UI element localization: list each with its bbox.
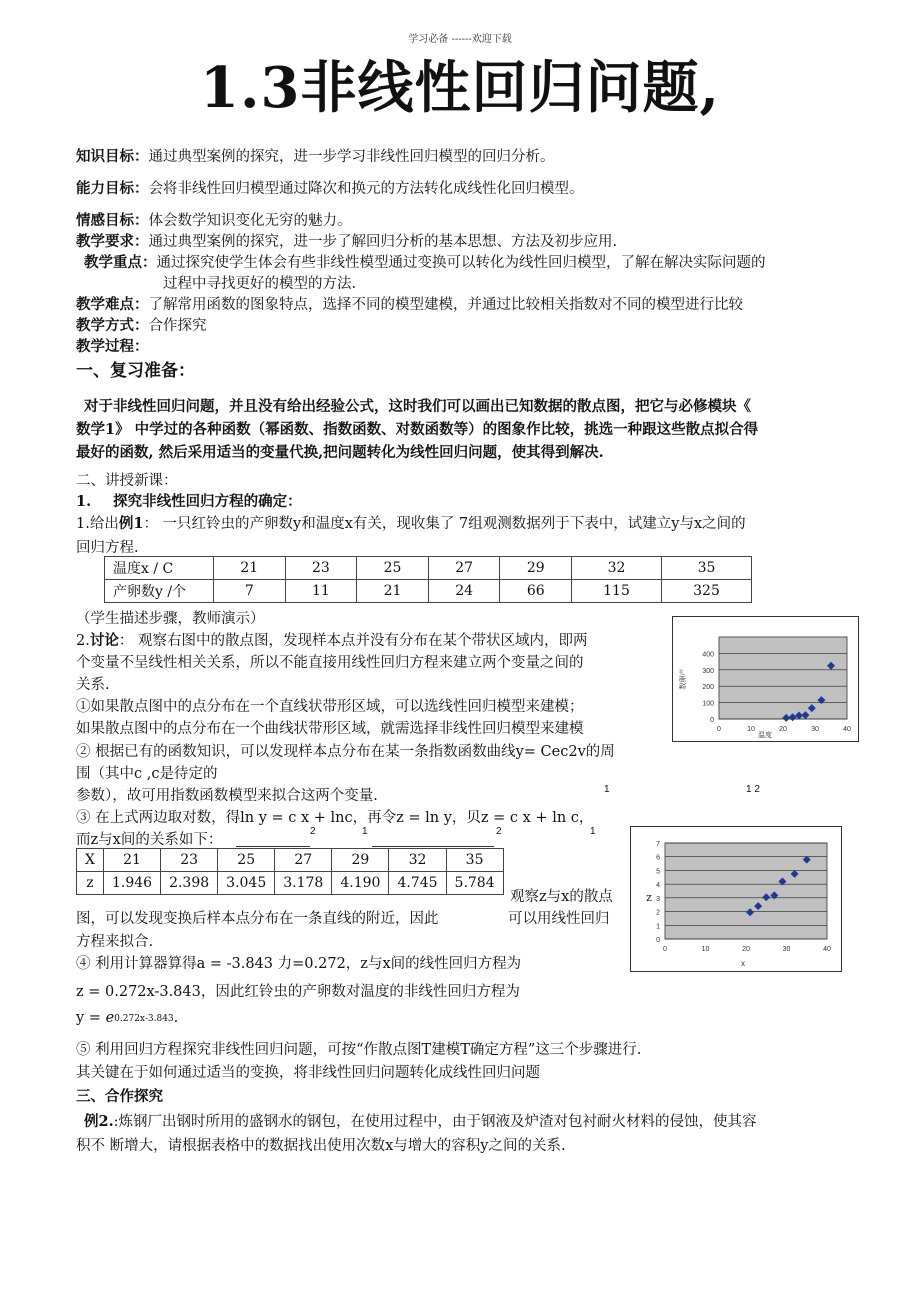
x-axis-label: x	[741, 959, 745, 968]
discussion-line-2: 个变量不呈线性相关关系，所以不能直接用线性回归方程来建立两个变量之间的	[76, 655, 584, 671]
observe-line-1: 图，可以发现变换后样本点分布在一条直线的附近，因此	[76, 911, 439, 927]
table-cell: 24	[428, 580, 500, 603]
discussion-line-6: ② 根据已有的函数知识，可以发现样本点分布在某一条指数函数曲线y= Cec2v的周	[76, 744, 615, 760]
table-cell: 325	[661, 580, 751, 603]
section-review-heading: 一、复习准备：	[76, 361, 195, 381]
subsection-num: 1.	[76, 493, 92, 510]
table-head-cell: 产卵数y /个	[105, 580, 214, 603]
subscript-fragment: 2	[496, 826, 502, 837]
teaching-process	[76, 335, 149, 356]
table-cell: 4.745	[389, 872, 446, 895]
table-cell: 11	[285, 580, 357, 603]
table-cell: 21	[357, 580, 429, 603]
discussion-line-10	[76, 828, 222, 849]
x-tick-label: 10	[747, 726, 755, 733]
table-cell: 3.178	[275, 872, 332, 895]
formula-dot: .	[173, 1010, 179, 1026]
x-tick-label: 40	[823, 946, 831, 953]
formula-exponent: 0.272x-3.843	[114, 1014, 174, 1024]
discussion-line-8: 参数），故可用指数函数模型来拟合这两个变量.	[76, 788, 378, 804]
discussion-label: 讨论	[89, 632, 119, 649]
step-5: ⑤ 利用回归方程探究非线性回归问题，可按“作散点图T建模T确定方程”这三个步骤进行.	[76, 1042, 642, 1058]
section-new-heading: 二、讲授新课：	[76, 473, 178, 489]
goal-text: 了解常用函数的图象特点，选择不同的模型建模，并通过比较相关指数对不同的模型进行比较	[148, 297, 743, 313]
subscript-fragment: 1	[604, 784, 610, 795]
table-cell: 21	[214, 557, 286, 580]
key-point: 其关键在于如何通过适当的变换，将非线性回归问题转化成线性回归问题	[76, 1065, 540, 1081]
table-cell: 2.398	[161, 872, 218, 895]
x-axis-label: 温度	[758, 731, 772, 739]
example-2	[84, 1110, 757, 1131]
table-cell: 35	[661, 557, 751, 580]
goal-knowledge	[76, 145, 555, 166]
discussion-text: ： 观察右图中的散点图，发现样本点并没有分布在某个带状区域内，即两	[118, 633, 588, 649]
x-tick-label: 40	[843, 726, 851, 733]
example-prefix: 1.给出	[76, 516, 119, 532]
example-text: :炼钢厂出钢时所用的盛钢水的钢包，在使用过程中，由于钢液及炉渣对包衬耐火材料的侵蚀，使其容	[113, 1114, 757, 1130]
table-cell: 5.784	[446, 872, 503, 895]
teaching-requirement	[76, 230, 617, 251]
section-cooperate-heading: 三、合作探究	[76, 1088, 163, 1105]
discussion-line-7: 围（其中c ,c是待定的	[76, 766, 218, 782]
table-head-cell: 温度x / C	[105, 557, 214, 580]
y-tick-label: 400	[702, 651, 714, 659]
discussion-line-9: ③ 在上式两边取对数，得ln y = c x + lnc，再令z = ln y，贝z = c x + ln c，	[76, 810, 594, 826]
y-tick-label: 200	[702, 684, 714, 692]
table-cell: 27	[275, 849, 332, 872]
table-cell: 66	[500, 580, 572, 603]
x-tick-label: 20	[742, 946, 750, 953]
teaching-method	[76, 314, 207, 335]
table-cell: 25	[357, 557, 429, 580]
teaching-focus-cont: 过程中寻找更好的模型的方法.	[163, 276, 357, 292]
plot-area	[665, 843, 827, 939]
example-text: ： 一只红铃虫的产卵数y和温度x有关，现收集了 7组观测数据列于下表中，试建立y与x之间的	[143, 516, 746, 532]
goal-label: 情感目标：	[76, 212, 149, 229]
y-tick-label: 300	[702, 667, 714, 675]
discussion-line-5: 如果散点图中的点分布在一个曲线状带形区域，就需选择非线性回归模型来建模	[76, 721, 584, 737]
goal-text: 通过典型案例的探究，进一步学习非线性回归模型的回归分析。	[148, 149, 555, 165]
table-cell: 3.045	[218, 872, 275, 895]
y-tick-label: 1	[656, 923, 660, 931]
goal-label: 教学要求：	[76, 233, 149, 250]
example-label: 例1	[118, 515, 144, 532]
regression-formula	[76, 1010, 178, 1026]
goal-text: 通过典型案例的探究，进一步了解回归分析的基本思想、方法及初步应用.	[148, 234, 618, 250]
table-cell: 1.946	[103, 872, 160, 895]
discussion-text: 而z与x间的关系如下：	[76, 832, 223, 848]
subsection-title: 探究非线性回归方程的确定：	[113, 493, 302, 510]
table-row	[77, 849, 504, 872]
y-tick-label: 7	[656, 841, 660, 848]
plot-area	[719, 637, 847, 719]
step-4-cont: z = 0.272x-3.843，因此红铃虫的产卵数对温度的非线性回归方程为	[76, 984, 520, 1000]
example-2-cont: 积不 断增大，请根据表格中的数据找出使用次数x与增大的容积y之间的关系.	[76, 1138, 566, 1154]
table-cell: 29	[332, 849, 389, 872]
page-title: 1.3非线性回归问题,	[200, 55, 720, 121]
table-row	[77, 872, 504, 895]
student-note: （学生描述步骤，教师演示）	[76, 611, 265, 627]
formula-base: e	[105, 1010, 115, 1026]
table-cell: 27	[428, 557, 500, 580]
underline	[372, 846, 494, 847]
x-tick-label: 20	[779, 726, 787, 733]
formula-lhs: y =	[76, 1010, 101, 1026]
table-cell: 35	[446, 849, 503, 872]
goal-ability	[76, 177, 584, 198]
review-line-3: 最好的函数, 然后采用适当的变量代换,把问题转化为线性回归问题，使其得到解决.	[76, 444, 604, 461]
subscript-fragment: 1 2	[746, 784, 760, 795]
goal-label: 教学难点：	[76, 296, 149, 313]
teaching-focus	[84, 251, 766, 272]
observe-line-2: 方程来拟合.	[76, 934, 154, 950]
y-tick-label: 0	[710, 717, 714, 724]
example-1	[76, 512, 746, 533]
goal-label: 知识目标：	[76, 148, 149, 165]
discussion-prefix: 2.	[76, 633, 90, 649]
table-cell: 25	[218, 849, 275, 872]
review-line-1: 对于非线性回归问题，并且没有给出经验公式，这时我们可以画出已知数据的散点图，把它与必修模块《	[84, 398, 751, 415]
table-cell: 32	[572, 557, 662, 580]
goal-text: 合作探究	[148, 318, 207, 334]
chart-box-2	[630, 826, 842, 972]
x-tick-label: 0	[663, 946, 667, 953]
table-cell: 23	[285, 557, 357, 580]
review-line-2: 数学1》 中学过的各种函数（幂函数、指数函数、对数函数等）的图象作比较，挑选一种跟这些散点拟合得	[76, 421, 759, 438]
observe-text: 观察z与x的散点	[510, 889, 613, 905]
teaching-difficulty	[76, 293, 743, 314]
example-1-cont: 回归方程.	[76, 540, 139, 556]
table-row	[105, 557, 752, 580]
y-tick-label: 6	[656, 854, 660, 862]
table-head-cell: z	[77, 872, 104, 895]
subscript-fragment: 2	[310, 826, 316, 837]
table-head-cell: X	[77, 849, 104, 872]
goal-label: 教学重点：	[84, 254, 157, 271]
subsection-1	[76, 490, 302, 511]
table-cell: 4.190	[332, 872, 389, 895]
subscript-fragment: 1	[362, 826, 368, 837]
data-table-2	[76, 848, 504, 895]
table-cell: 32	[389, 849, 446, 872]
y-axis-label: 数卵产	[679, 668, 687, 690]
goal-label: 教学过程：	[76, 338, 149, 355]
y-tick-label: 2	[656, 909, 660, 917]
goal-text: 通过探究使学生体会有些非线性模型通过变换可以转化为线性回归模型，了解在解决实际问题的	[156, 255, 766, 271]
x-tick-label: 30	[782, 946, 791, 953]
scatter-chart-2	[631, 827, 841, 971]
y-axis-label: z	[646, 891, 652, 904]
table-cell: 23	[161, 849, 218, 872]
table-cell: 21	[103, 849, 160, 872]
step-4: ④ 利用计算器算得a = -3.843 力=0.272，z与x间的线性回归方程为	[76, 956, 522, 972]
example-label: 例2.	[84, 1113, 114, 1130]
goal-text: 体会数学知识变化无穷的魅力。	[148, 213, 352, 229]
y-tick-label: 100	[702, 700, 714, 708]
chart-box-1	[672, 616, 859, 742]
goal-text: 会将非线性回归模型通过降次和换元的方法转化成线性化回归模型。	[148, 181, 584, 197]
discussion-line-1	[76, 629, 587, 650]
data-table-1	[104, 556, 752, 603]
goal-emotion	[76, 209, 352, 230]
table-cell: 115	[572, 580, 662, 603]
goal-label: 能力目标：	[76, 180, 149, 197]
goal-label: 教学方式：	[76, 317, 149, 334]
table-row	[105, 580, 752, 603]
page-header: 学习必备 ------欢迎下载	[408, 34, 512, 45]
y-tick-label: 3	[656, 895, 660, 903]
scatter-chart-1	[673, 617, 858, 741]
x-tick-label: 10	[701, 946, 710, 953]
table-cell: 29	[500, 557, 572, 580]
discussion-line-4: ①如果散点图中的点分布在一个直线状带形区域，可以选线性回归模型来建模；	[76, 699, 584, 715]
underline	[236, 846, 310, 847]
table-cell: 7	[214, 580, 286, 603]
subscript-fragment: 1	[590, 826, 596, 837]
y-tick-label: 4	[656, 882, 660, 890]
x-tick-label: 30	[811, 726, 819, 733]
y-tick-label: 5	[656, 868, 660, 876]
observe-line-1b: 可以用线性回归	[508, 911, 610, 927]
x-tick-label: 0	[717, 726, 721, 733]
discussion-line-3: 关系.	[76, 677, 110, 693]
y-tick-label: 0	[656, 937, 660, 944]
